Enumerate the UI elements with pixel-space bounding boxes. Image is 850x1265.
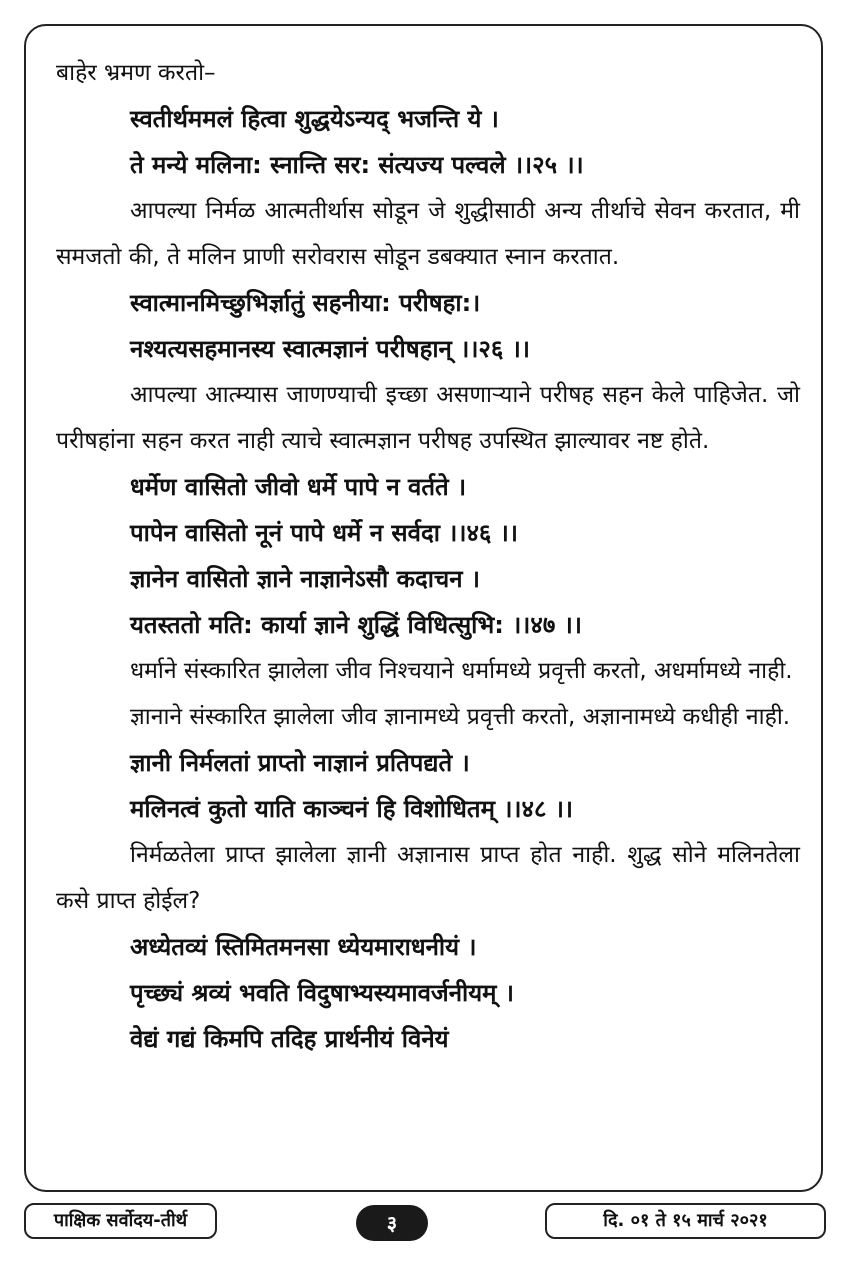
verse-line: स्वात्मानमिच्छुभिर्ज्ञातुं सहनीया: परीषहा:। [130,289,481,317]
verse-line: अध्येतव्यं स्तिमितमनसा ध्येयमाराधनीयं । [130,933,477,961]
verse-line: पापेन वासितो नूनं पापे धर्मे न सर्वदा ।।४६ ।। [130,519,518,547]
verse-line: मलिनत्वं कुतो याति काञ्चनं हि विशोधितम् ।।४८ ।। [130,795,574,823]
verse-line: नश्यत्यसहमानस्य स्वात्मज्ञानं परीषहान् ।।२६ ।। [130,335,530,363]
issue-date: दि. ०१ ते १५ मार्च २०२१ [545,1203,826,1239]
verse-line: धर्मेण वासितो जीवो धर्मे पापे न वर्तते । [130,473,467,501]
verse-line: ज्ञानेन वासितो ज्ञाने नाज्ञानेऽसौ कदाचन । [130,565,480,593]
commentary-paragraph: आपल्या आत्म्यास जाणण्याची इच्छा असणाऱ्याने परीषह सहन केले पाहिजेत. जो परीषहांना सहन करत नाही त्याचे स्वात्मज्ञान परीषह उपस्थित झाल्यावर नष्ट होते. [56,382,800,454]
verse-line: स्वतीर्थममलं हित्वा शुद्धयेऽन्यद् भजन्ति ये । [130,105,499,133]
page-number: ३ [356,1205,428,1241]
verse-line: पृच्छ्यं श्रव्यं भवति विदुषाभ्यस्यमावर्जनीयम् । [130,979,514,1007]
verse-line: वेद्यं गद्यं किमपि तदिह प्रार्थनीयं विनेयं [130,1025,449,1053]
commentary-paragraph: धर्माने संस्कारित झालेला जीव निश्चयाने धर्मामध्ये प्रवृत्ती करतो, अधर्मामध्ये नाही. [130,658,793,684]
commentary-paragraph: आपल्या निर्मळ आत्मतीर्थास सोडून जे शुद्धीसाठी अन्य तीर्थाचे सेवन करतात, मी समजतो की, ते मलिन प्राणी सरोवरास सोडून डबक्यात स्नान करतात. [56,198,800,270]
verse-line: ते मन्ये मलिना: स्नान्ति सर: संत्यज्य पल्वले ।।२५ ।। [130,151,584,179]
publication-name: पाक्षिक सर्वोदय-तीर्थ [24,1203,217,1239]
verse-line: यतस्ततो मति: कार्या ज्ञाने शुद्धिं विधित्सुभि: ।।४७ ।। [130,611,582,639]
intro-line: बाहेर भ्रमण करतो– [56,60,216,86]
verse-line: ज्ञानी निर्मलतां प्राप्तो नाज्ञानं प्रतिपद्यते । [130,749,470,777]
commentary-paragraph: निर्मळतेला प्राप्त झालेला ज्ञानी अज्ञानास प्राप्त होत नाही. शुद्ध सोने मलिनतेला कसे प्राप्त होईल? [56,842,800,914]
page-content [56,50,800,1062]
commentary-paragraph: ज्ञानाने संस्कारित झालेला जीव ज्ञानामध्ये प्रवृत्ती करतो, अज्ञानामध्ये कधीही नाही. [130,704,791,730]
